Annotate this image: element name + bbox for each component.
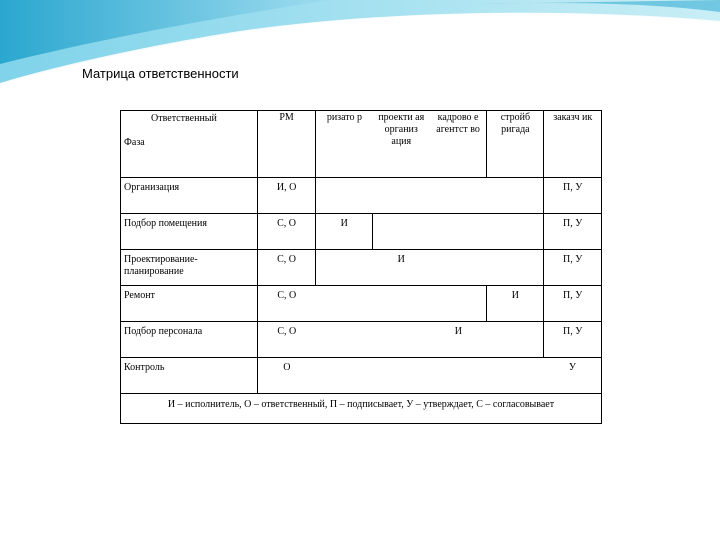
corner-label-phase: Фаза (124, 137, 145, 148)
column-header: заказч ик (553, 112, 593, 123)
matrix-cell: У (544, 357, 601, 393)
matrix-cell (430, 177, 487, 213)
phase-cell: Подбор персонала (121, 321, 258, 357)
matrix-cell: П, У (544, 213, 601, 249)
matrix-cell (373, 357, 430, 393)
table-row (121, 213, 601, 249)
matrix-table (121, 111, 601, 393)
table-row (121, 177, 601, 213)
phase-cell: Контроль (121, 357, 258, 393)
phase-cell: Проектирование-планирование (121, 249, 258, 285)
matrix-cell (316, 249, 373, 285)
matrix-cell (373, 177, 430, 213)
column-header: стройб ригада (487, 111, 544, 177)
matrix-legend: И – исполнитель, О – ответственный, П – подписывает, У – утверждает, С – согласовывает (121, 393, 601, 411)
matrix-cell (316, 357, 373, 393)
slide-title: Матрица ответственности (82, 66, 239, 81)
matrix-cell: П, У (544, 177, 601, 213)
matrix-cell (373, 285, 430, 321)
table-row (121, 285, 601, 321)
matrix-cell: И (373, 249, 430, 285)
matrix-cell (487, 357, 544, 393)
responsibility-matrix (120, 110, 602, 424)
matrix-cell: И (316, 213, 373, 249)
column-header: ризато р (326, 112, 363, 123)
column-header: кадрово е агентст во (430, 111, 487, 177)
matrix-cell (487, 177, 544, 213)
table-row (121, 357, 601, 393)
matrix-cell: С, О (258, 321, 316, 357)
table-row (121, 321, 601, 357)
matrix-cell: И, О (258, 177, 316, 213)
phase-cell: Организация (121, 177, 258, 213)
corner-label-responsible: Ответственный (151, 113, 217, 124)
matrix-cell: П, У (544, 285, 601, 321)
matrix-header-row (121, 111, 601, 177)
matrix-corner-cell (121, 111, 258, 177)
matrix-cell (373, 213, 430, 249)
matrix-cell (430, 213, 487, 249)
matrix-cell (487, 213, 544, 249)
phase-cell: Подбор помещения (121, 213, 258, 249)
phase-cell: Ремонт (121, 285, 258, 321)
matrix-cell (373, 321, 430, 357)
matrix-cell (316, 321, 373, 357)
matrix-cell (316, 285, 373, 321)
matrix-cell (430, 357, 487, 393)
column-header: проекти ая организ ация (378, 112, 425, 147)
matrix-cell: И (487, 285, 544, 321)
matrix-cell (430, 285, 487, 321)
matrix-cell: П, У (544, 249, 601, 285)
matrix-cell: С, О (258, 249, 316, 285)
matrix-cell (316, 177, 373, 213)
matrix-cell (430, 249, 487, 285)
matrix-cell: С, О (258, 285, 316, 321)
matrix-cell (487, 321, 544, 357)
matrix-cell (487, 249, 544, 285)
column-header: РМ (258, 111, 316, 177)
matrix-cell: О (258, 357, 316, 393)
matrix-cell: С, О (258, 213, 316, 249)
matrix-cell: П, У (544, 321, 601, 357)
table-row (121, 249, 601, 285)
matrix-cell: И (430, 321, 487, 357)
